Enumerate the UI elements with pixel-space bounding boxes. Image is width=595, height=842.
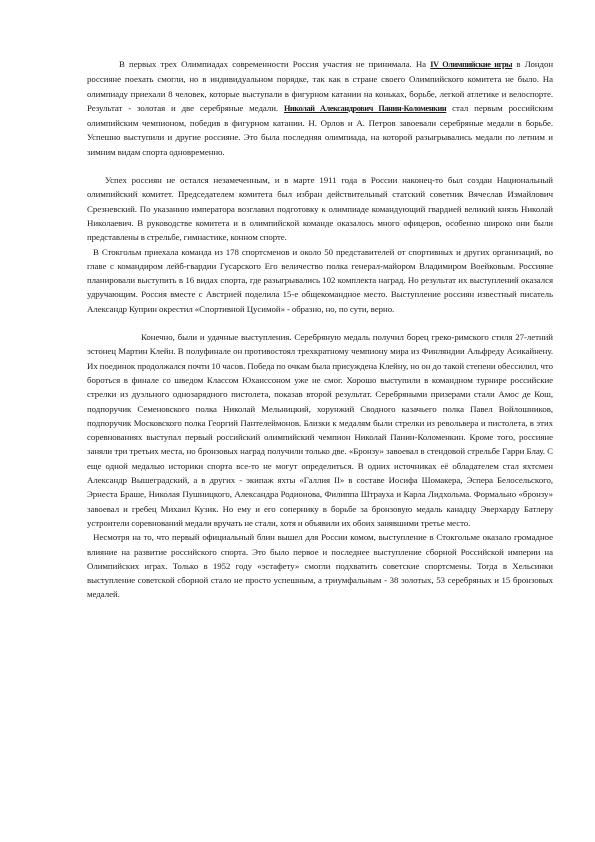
paragraph-stockholm-team: В Стокгольм приехала команда из 178 спортсменов и около 50 представителей от спортивных и других организаций, во главе с командиром лейб-гвардии Гусарского Его величество полка генерал-майором Владимиром Воейковым. Россияне планировали выступить в 16 видах спорта, где разыгрывались 102 комплекта наград. Но результат их выступлений оказался удручающим. Россия вместе с Австрией поделила 15-е общекомандное место. Выступление россиян известный писатель Александр Куприн окрестил «Спортивной Цусимой» - образно, но, по сути, верно. [87,246,553,314]
paragraph-successful-performances: Конечно, были и удачные выступления. Серебряную медаль получил борец греко-римского стиля 27-летний эстонец Мартин Клейн. В полуфинале он противостоял трехкратному чемпиону мира из Финляндии Альфреду Асикайнену. Их поединок продолжался почти 10 часов. Победа по очкам была присуждена Клейну, но он до такой степени обессилил, что бороться в финале со шведом Классом Юханссоном уже не смог. Хорошо выступили в командном турнире российские стрелки из дуэльного однозарядного пистолета, показав второй результат. Серебряными призерами стали Амос де Кош, подпоручик Семеновского полка Николай Мельницкий, хорунжий Сводного казачьего полка Павел Войлошников, подпоручик Московского полка Георгий Пантелеймонов. Близки к медалям были стрелки из револьвера и пистолета, в этих соревнованиях выступал первый российский олимпийский чемпион Николай Панин-Коломенкин. Кроме того, россияне заняли три третьих места, но бронзовых наград получили только две. «Бронзу» завоевал в стендовой стрельбе Гарри Блау. С еще одной медалью историки спорта все-то не могут определиться. В одних источниках её обладателем стал яхтсмен Александр Вышеградский, а в других - экипаж яхты «Галлия II» в составе Иосифа Шомакера, Эспера Белосельского, Эрнеста Браше, Николая Пушницкого, Александра Родионова, Филиппа Штрауха и Карла Лидхольма. Формально «бронзу» завоевал и гребец Михаил Кузик. Но ему и его сопернику в борьбе за бронзовую медаль канадцу Эверхарду Батлеру устроители соревнований медали вручать не стали, хотя и объявили их обоих занявшими третье место. [87,332,553,528]
paragraph-conclusion: Несмотря на то, что первый официальный блин вышел для России комом, выступление в Стокгольме оказало громадное влияние на развитие российского спорта. Это было первое и последнее выступление сборной Российской империи на Олимпийских играх. Только в 1952 году «эстафету» смогли подхватить советские спортсмены. Тогда в Хельсинки выступление советской сборной стало не просто успешным, а триумфальным - 38 золотых, 53 серебряных и 15 бронзовых медалей. [87,532,553,600]
paragraph-first-olympics [87,57,553,159]
link-panin-kolomenkin[interactable]: Николай Александрович Панин-Коломенкин [283,103,447,113]
document-body [87,57,553,602]
link-iv-olympic-games[interactable]: IV Олимпийские игры [430,60,513,69]
paragraph-text: В первых трех Олимпиадах современности Россия участия не принимала. На [119,59,431,69]
paragraph-text: стал первым российским олимпийским чемпионом, победив в фигурном катании. Н. Орлов и А. Петров завоевали серебряные медали в борьбе. Успешно выступили и другие россияне. Это была последняя олимпиада, на которой разыгрывались медали по летним и зимним видам спорта одновременно. [87,102,553,157]
paragraph-olympic-committee: Успех россиян не остался незамеченным, и в марте 1911 года в России наконец-то был создан Национальный олимпийский комитет. Председателем комитета был избран действительный статский советник Вячеслав Измайлович Срезневский. По указанию императора возглавил подготовку к олимпиаде командующий гвардией великий князь Николай Николаевич. В руководстве комитета и в олимпийской команде оказалось много офицеров, особенно широко они были представлены в стрельбе, гимнастике, конном спорте. [87,175,553,243]
paragraph-text: в Лондон россияне поехать смогли, но в индивидуальном порядке, так как в стране своего Олимпийского комитета не было. На олимпиаду приехали 8 человек, которые выступали в фигурном катании на коньках, борьбе, легкой атлетике и велоспорте. Результат - золотая и две серебряные медали. [87,59,554,113]
